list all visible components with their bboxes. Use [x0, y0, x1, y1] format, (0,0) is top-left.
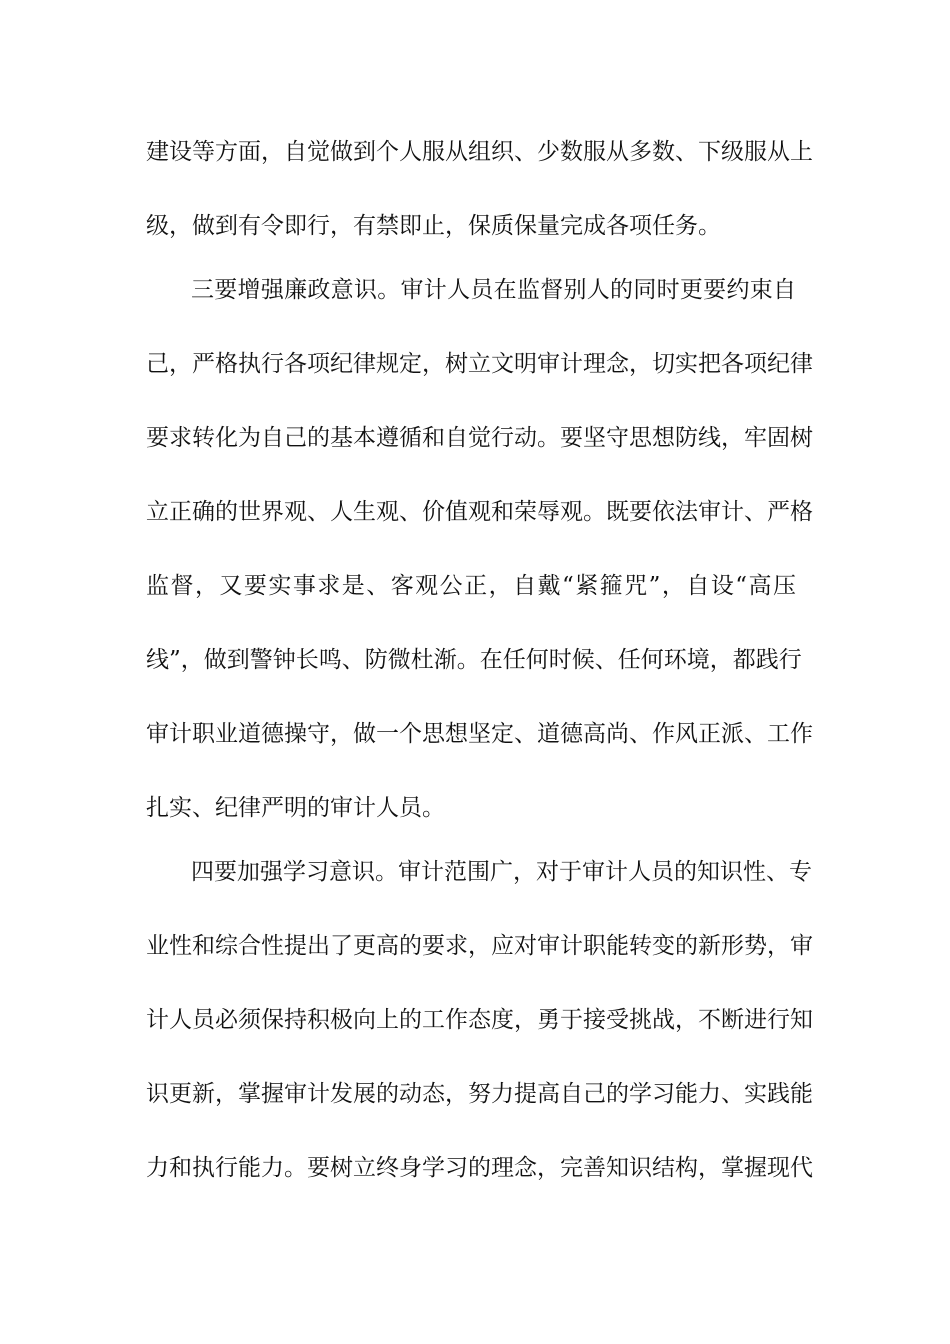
text-line: 力和执行能力。要树立终身学习的理念，完善知识结构，掌握现代: [146, 1155, 813, 1181]
text-line: 己，严格执行各项纪律规定，树立文明审计理念，切实把各项纪律: [146, 351, 813, 377]
text-line: 级，做到有令即行，有禁即止，保质保量完成各项任务。: [146, 213, 721, 239]
text-line: 立正确的世界观、人生观、价值观和荣辱观。既要依法审计、严格: [146, 499, 813, 525]
text-line: 计人员必须保持积极向上的工作态度，勇于接受挑战，不断进行知: [146, 1007, 813, 1033]
text-line: 审计职业道德操守，做一个思想坚定、道德高尚、作风正派、工作: [146, 721, 813, 747]
paragraph-start-line: 四要加强学习意识。审计范围广，对于审计人员的知识性、专: [191, 859, 812, 885]
text-line: 要求转化为自己的基本遵循和自觉行动。要坚守思想防线，牢固树: [146, 425, 813, 451]
paragraph-start-line: 三要增强廉政意识。审计人员在监督别人的同时更要约束自: [191, 277, 796, 303]
text-line: 识更新，掌握审计发展的动态，努力提高自己的学习能力、实践能: [146, 1081, 813, 1107]
text-line: 建设等方面，自觉做到个人服从组织、少数服从多数、下级服从上: [146, 139, 813, 165]
text-line: 扎实、纪律严明的审计人员。: [146, 795, 445, 821]
text-line: 业性和综合性提出了更高的要求，应对审计职能转变的新形势，审: [146, 933, 813, 959]
text-line: 线”，做到警钟长鸣、防微杜渐。在任何时候、任何环境，都践行: [146, 647, 802, 673]
text-line: 监督，又要实事求是、客观公正，自戴“紧箍咒”，自设“高压: [146, 573, 796, 599]
